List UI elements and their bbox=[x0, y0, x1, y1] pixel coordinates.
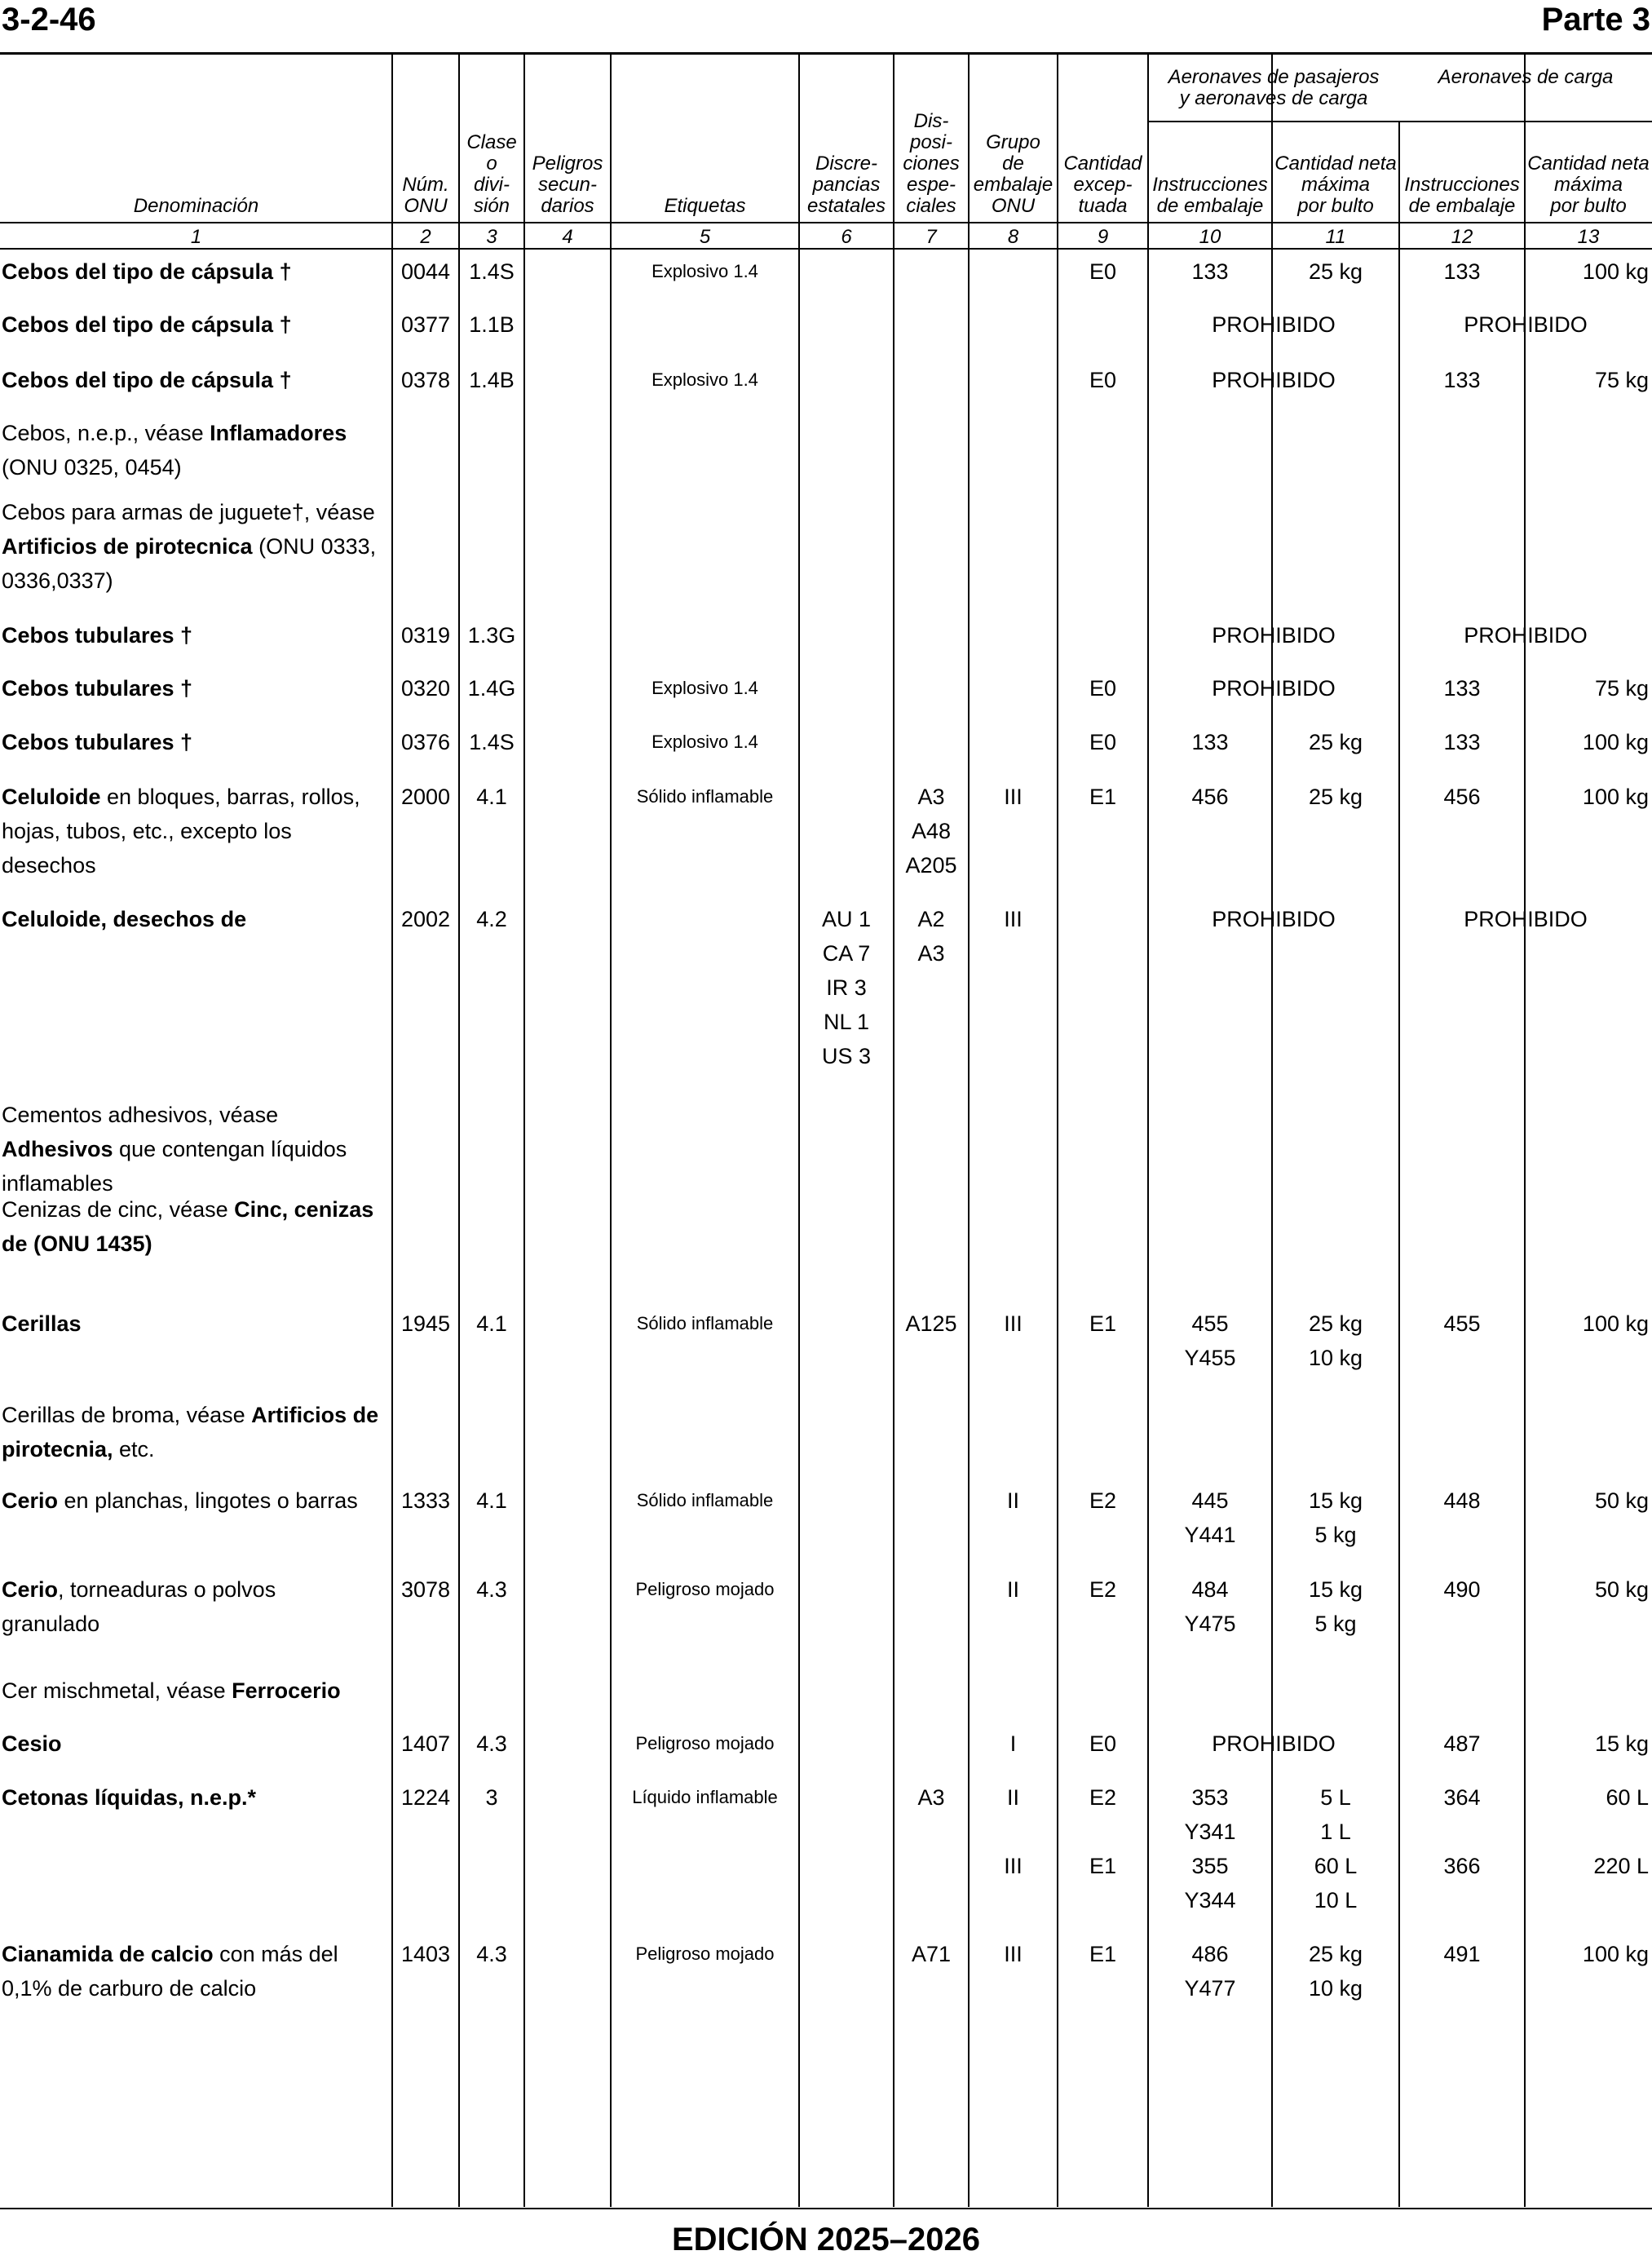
hazard-label: Peligroso mojado bbox=[635, 1733, 775, 1753]
column-header-c2: Núm. ONU bbox=[402, 174, 449, 217]
entry-name-text: granulado bbox=[2, 1612, 100, 1636]
cargo-max-net-quantity: 50 kg bbox=[1594, 1577, 1649, 1602]
entry-name bbox=[2, 1572, 389, 1641]
pax-forbidden: PROHIBIDO bbox=[1212, 907, 1336, 931]
class-division: 1.4B bbox=[469, 368, 515, 392]
entry-name-bold: Cinc, cenizas bbox=[234, 1197, 374, 1222]
un-number: 1945 bbox=[400, 1311, 451, 1336]
pax-packing-instruction: 133 bbox=[1191, 259, 1229, 284]
cargo-packing-instruction: 455 bbox=[1443, 1311, 1481, 1336]
entry-name-bold: pirotecnia, bbox=[2, 1437, 113, 1461]
entry-name-bold: Cerio bbox=[2, 1577, 59, 1602]
cargo-packing-instruction: 364 366 bbox=[1443, 1785, 1481, 1878]
entry-name-bold: de (ONU 1435) bbox=[2, 1231, 152, 1256]
entry-name bbox=[2, 254, 389, 289]
packing-group: II bbox=[1006, 1577, 1019, 1602]
cargo-max-net-quantity: 50 kg bbox=[1594, 1488, 1649, 1513]
packing-group: III bbox=[1004, 1311, 1023, 1336]
packing-group: I bbox=[1009, 1731, 1017, 1756]
column-rule bbox=[1398, 121, 1400, 2207]
cargo-packing-instruction: 491 bbox=[1443, 1942, 1481, 1966]
group-header-cargo: Aeronaves de carga bbox=[1438, 66, 1614, 88]
entry-name bbox=[2, 780, 389, 882]
pax-max-net-quantity: 25 kg 10 kg bbox=[1308, 1942, 1363, 2001]
excepted-quantity: E1 bbox=[1089, 785, 1117, 809]
entry-name bbox=[2, 1192, 389, 1261]
cargo-max-net-quantity: 100 kg bbox=[1582, 1942, 1649, 1966]
class-division: 4.1 bbox=[476, 1311, 507, 1336]
un-number: 0044 bbox=[400, 259, 451, 284]
excepted-quantity: E0 bbox=[1089, 259, 1117, 284]
entry-name-text: Cebos para armas de juguete†, véase bbox=[2, 500, 375, 524]
class-division: 1.4G bbox=[467, 676, 516, 701]
entry-name bbox=[2, 1398, 389, 1466]
entry-name-bold: Artificios de pirotecnica bbox=[2, 534, 253, 559]
edition-footer: EDICIÓN 2025–2026 bbox=[671, 2222, 980, 2257]
un-number: 0378 bbox=[400, 368, 451, 392]
column-number-c12: 12 bbox=[1451, 226, 1473, 248]
entry-name-text: inflamables bbox=[2, 1171, 113, 1196]
column-number-c9: 9 bbox=[1097, 226, 1109, 248]
entry-name-bold: Inflamadores bbox=[210, 421, 347, 445]
cargo-packing-instruction: 133 bbox=[1443, 730, 1481, 754]
excepted-quantity: E1 bbox=[1089, 1942, 1117, 1966]
group-header-rule bbox=[1399, 121, 1652, 122]
un-number: 1224 bbox=[400, 1785, 451, 1810]
excepted-quantity: E2 E1 bbox=[1089, 1785, 1117, 1878]
class-division: 1.3G bbox=[467, 623, 516, 648]
column-number-c5: 5 bbox=[699, 226, 711, 248]
entry-name-text: con más del bbox=[213, 1942, 338, 1966]
entry-name-bold: Celuloide bbox=[2, 785, 101, 809]
un-number: 1403 bbox=[400, 1942, 451, 1966]
entry-name bbox=[2, 1674, 389, 1708]
packing-group: II bbox=[1006, 1488, 1019, 1513]
cargo-packing-instruction: 133 bbox=[1443, 368, 1481, 392]
cargo-max-net-quantity: 60 L 220 L bbox=[1593, 1785, 1649, 1878]
entry-name-bold: Cebos tubulares † bbox=[2, 623, 193, 648]
un-number: 1407 bbox=[400, 1731, 451, 1756]
packing-group: III bbox=[1004, 907, 1023, 931]
class-division: 4.1 bbox=[476, 1488, 507, 1513]
pax-max-net-quantity: 15 kg 5 kg bbox=[1308, 1577, 1363, 1636]
un-number: 0319 bbox=[400, 623, 451, 648]
cargo-packing-instruction: 448 bbox=[1443, 1488, 1481, 1513]
column-rule bbox=[391, 54, 393, 2207]
header-bottom-rule bbox=[0, 222, 1652, 223]
entry-name-bold: Celuloide, desechos de bbox=[2, 907, 247, 931]
group-header-passenger: Aeronaves de pasajeros y aeronaves de carga bbox=[1168, 66, 1380, 109]
entry-name-text: desechos bbox=[2, 853, 96, 878]
entry-name-text: Cementos adhesivos, véase bbox=[2, 1103, 279, 1127]
column-rule bbox=[1057, 54, 1058, 2207]
class-division: 4.3 bbox=[476, 1942, 507, 1966]
column-header-c13: Cantidad neta máxima por bulto bbox=[1527, 153, 1650, 217]
pax-forbidden: PROHIBIDO bbox=[1212, 368, 1336, 392]
class-division: 4.2 bbox=[476, 907, 507, 931]
excepted-quantity: E2 bbox=[1089, 1488, 1117, 1513]
entry-name-text: etc. bbox=[113, 1437, 155, 1461]
class-division: 1.4S bbox=[469, 259, 515, 284]
excepted-quantity: E0 bbox=[1089, 1731, 1117, 1756]
entry-name-bold: Cebos tubulares † bbox=[2, 676, 193, 701]
column-number-c10: 10 bbox=[1199, 226, 1221, 248]
hazard-label: Explosivo 1.4 bbox=[652, 732, 758, 752]
entry-name-text: hojas, tubos, etc., excepto los bbox=[2, 819, 292, 843]
column-header-c3: Clase o divi- sión bbox=[466, 131, 517, 217]
cargo-forbidden: PROHIBIDO bbox=[1464, 623, 1588, 648]
entry-name-text: , torneaduras o polvos bbox=[58, 1577, 276, 1602]
hazard-label: Peligroso mojado bbox=[635, 1943, 775, 1964]
entry-name-text: Cebos, n.e.p., véase bbox=[2, 421, 210, 445]
column-number-c11: 11 bbox=[1325, 226, 1346, 248]
entry-name-text: Cerillas de broma, véase bbox=[2, 1403, 252, 1427]
entry-name bbox=[2, 1780, 389, 1815]
column-rule bbox=[893, 54, 894, 2207]
entry-name-bold: Cebos tubulares † bbox=[2, 730, 193, 754]
entry-name-text: 0336,0337) bbox=[2, 568, 113, 593]
entry-name-bold: Cianamida de calcio bbox=[2, 1942, 214, 1966]
column-number-c7: 7 bbox=[925, 226, 937, 248]
entry-name bbox=[2, 902, 389, 936]
class-division: 1.1B bbox=[469, 312, 515, 337]
entry-name bbox=[2, 1727, 389, 1761]
cargo-packing-instruction: 490 bbox=[1443, 1577, 1481, 1602]
class-division: 4.1 bbox=[476, 785, 507, 809]
entry-name bbox=[2, 618, 389, 652]
column-header-c4: Peligros secun- darios bbox=[532, 153, 603, 217]
entry-name-text: 0,1% de carburo de calcio bbox=[2, 1976, 257, 2001]
pax-max-net-quantity: 15 kg 5 kg bbox=[1308, 1488, 1363, 1547]
pax-packing-instruction: 484 Y475 bbox=[1184, 1577, 1236, 1636]
entry-name bbox=[2, 1937, 389, 2005]
class-division: 4.3 bbox=[476, 1731, 507, 1756]
pax-forbidden: PROHIBIDO bbox=[1212, 1731, 1336, 1756]
dangerous-goods-table bbox=[0, 54, 1652, 2207]
entry-name bbox=[2, 725, 389, 759]
un-number: 2000 bbox=[400, 785, 451, 809]
packing-group: II III bbox=[1004, 1785, 1023, 1878]
entry-name bbox=[2, 416, 389, 484]
hazard-label: Explosivo 1.4 bbox=[652, 261, 758, 281]
column-header-c6: Discre- pancias estatales bbox=[806, 153, 886, 217]
pax-forbidden: PROHIBIDO bbox=[1212, 312, 1336, 337]
cargo-max-net-quantity: 100 kg bbox=[1582, 730, 1649, 754]
cargo-packing-instruction: 456 bbox=[1443, 785, 1481, 809]
entry-name-text: en planchas, lingotes o barras bbox=[58, 1488, 358, 1513]
column-header-c11: Cantidad neta máxima por bulto bbox=[1274, 153, 1397, 217]
special-provisions: A3 A48 A205 bbox=[905, 785, 957, 878]
hazard-label: Sólido inflamable bbox=[636, 1313, 774, 1333]
pax-forbidden: PROHIBIDO bbox=[1212, 676, 1336, 701]
column-rule bbox=[1524, 54, 1526, 2207]
entry-name-text: que contengan líquidos bbox=[113, 1137, 347, 1161]
cargo-max-net-quantity: 75 kg bbox=[1594, 368, 1649, 392]
pax-packing-instruction: 486 Y477 bbox=[1184, 1942, 1236, 2001]
pax-max-net-quantity: 25 kg bbox=[1308, 259, 1363, 284]
entry-name bbox=[2, 1307, 389, 1341]
hazard-label: Sólido inflamable bbox=[636, 1490, 774, 1510]
column-header-c1: Denominación bbox=[133, 195, 259, 217]
hazard-label: Peligroso mojado bbox=[635, 1579, 775, 1599]
entry-name-bold: Cebos del tipo de cápsula † bbox=[2, 368, 292, 392]
excepted-quantity: E1 bbox=[1089, 1311, 1117, 1336]
un-number: 0320 bbox=[400, 676, 451, 701]
pax-packing-instruction: 455 Y455 bbox=[1184, 1311, 1236, 1370]
pax-max-net-quantity: 25 kg 10 kg bbox=[1308, 1311, 1363, 1370]
entry-name-bold: Adhesivos bbox=[2, 1137, 113, 1161]
entry-name-text: (ONU 0325, 0454) bbox=[2, 455, 182, 480]
class-division: 3 bbox=[485, 1785, 498, 1810]
column-number-c3: 3 bbox=[486, 226, 497, 248]
entry-name-bold: Cerio bbox=[2, 1488, 59, 1513]
entry-name-text: (ONU 0333, bbox=[252, 534, 377, 559]
special-provisions: A2 A3 bbox=[917, 907, 945, 966]
column-header-c12: Instrucciones de embalaje bbox=[1404, 174, 1520, 217]
column-number-c6: 6 bbox=[841, 226, 852, 248]
pax-packing-instruction: 445 Y441 bbox=[1184, 1488, 1236, 1547]
entry-name bbox=[2, 495, 389, 598]
page-header bbox=[0, 0, 1652, 54]
entry-name-bold: Cebos del tipo de cápsula † bbox=[2, 259, 292, 284]
cargo-max-net-quantity: 100 kg bbox=[1582, 1311, 1649, 1336]
excepted-quantity: E0 bbox=[1089, 676, 1117, 701]
entry-name-text: en bloques, barras, rollos, bbox=[100, 785, 360, 809]
un-number: 3078 bbox=[400, 1577, 451, 1602]
special-provisions: A71 bbox=[911, 1942, 952, 1966]
cargo-max-net-quantity: 100 kg bbox=[1582, 259, 1649, 284]
entry-name bbox=[2, 307, 389, 342]
column-rule bbox=[458, 54, 460, 2207]
part-label: Parte 3 bbox=[1541, 2, 1650, 38]
entry-name-bold: Ferrocerio bbox=[232, 1678, 341, 1703]
pax-packing-instruction: 456 bbox=[1191, 785, 1229, 809]
pax-max-net-quantity: 25 kg bbox=[1308, 785, 1363, 809]
pax-max-net-quantity: 25 kg bbox=[1308, 730, 1363, 754]
entry-name bbox=[2, 1098, 389, 1201]
cargo-forbidden: PROHIBIDO bbox=[1464, 907, 1588, 931]
un-number: 0377 bbox=[400, 312, 451, 337]
entry-name-bold: Cebos del tipo de cápsula † bbox=[2, 312, 292, 337]
entry-name bbox=[2, 671, 389, 705]
entry-name-text: Cenizas de cinc, véase bbox=[2, 1197, 235, 1222]
cargo-forbidden: PROHIBIDO bbox=[1464, 312, 1588, 337]
cargo-packing-instruction: 487 bbox=[1443, 1731, 1481, 1756]
hazard-label: Explosivo 1.4 bbox=[652, 369, 758, 390]
column-number-c13: 13 bbox=[1577, 226, 1600, 248]
cargo-packing-instruction: 133 bbox=[1443, 676, 1481, 701]
column-number-c1: 1 bbox=[190, 226, 202, 248]
footer-rule bbox=[0, 2208, 1652, 2209]
group-header-rule bbox=[1148, 121, 1399, 122]
entry-name-bold: Artificios de bbox=[251, 1403, 379, 1427]
page-number: 3-2-46 bbox=[2, 2, 96, 38]
hazard-label: Líquido inflamable bbox=[632, 1787, 778, 1807]
cargo-max-net-quantity: 15 kg bbox=[1594, 1731, 1649, 1756]
column-header-c5: Etiquetas bbox=[664, 195, 746, 217]
hazard-label: Explosivo 1.4 bbox=[652, 678, 758, 698]
entry-name bbox=[2, 363, 389, 397]
column-header-c7: Dis- posi- ciones espe- ciales bbox=[903, 110, 960, 217]
column-number-c4: 4 bbox=[562, 226, 573, 248]
un-number: 0376 bbox=[400, 730, 451, 754]
special-provisions: A3 bbox=[917, 1785, 945, 1810]
pax-forbidden: PROHIBIDO bbox=[1212, 623, 1336, 648]
special-provisions: A125 bbox=[905, 1311, 957, 1336]
un-number: 1333 bbox=[400, 1488, 451, 1513]
column-header-c8: Grupo de embalaje ONU bbox=[973, 131, 1053, 217]
packing-group: III bbox=[1004, 785, 1023, 809]
cargo-max-net-quantity: 100 kg bbox=[1582, 785, 1649, 809]
column-header-c9: Cantidad excep- tuada bbox=[1063, 153, 1142, 217]
cargo-max-net-quantity: 75 kg bbox=[1594, 676, 1649, 701]
column-number-c2: 2 bbox=[420, 226, 431, 248]
pax-packing-instruction: 353 Y341 355 Y344 bbox=[1184, 1785, 1236, 1912]
entry-name-bold: Cerillas bbox=[2, 1311, 82, 1336]
class-division: 4.3 bbox=[476, 1577, 507, 1602]
entry-name-text: Cer mischmetal, véase bbox=[2, 1678, 232, 1703]
column-rule bbox=[968, 54, 970, 2207]
entry-name bbox=[2, 1484, 389, 1518]
cargo-packing-instruction: 133 bbox=[1443, 259, 1481, 284]
excepted-quantity: E0 bbox=[1089, 368, 1117, 392]
un-number: 2002 bbox=[400, 907, 451, 931]
column-number-c8: 8 bbox=[1007, 226, 1019, 248]
state-variations: AU 1 CA 7 IR 3 NL 1 US 3 bbox=[821, 907, 872, 1068]
entry-name-bold: Cesio bbox=[2, 1731, 62, 1756]
pax-packing-instruction: 133 bbox=[1191, 730, 1229, 754]
column-rule bbox=[523, 54, 525, 2207]
excepted-quantity: E0 bbox=[1089, 730, 1117, 754]
packing-group: III bbox=[1004, 1942, 1023, 1966]
hazard-label: Sólido inflamable bbox=[636, 786, 774, 807]
class-division: 1.4S bbox=[469, 730, 515, 754]
entry-name-bold: Cetonas líquidas, n.e.p.* bbox=[2, 1785, 257, 1810]
column-header-c10: Instrucciones de embalaje bbox=[1152, 174, 1268, 217]
excepted-quantity: E2 bbox=[1089, 1577, 1117, 1602]
pax-max-net-quantity: 5 L 1 L 60 L 10 L bbox=[1314, 1785, 1358, 1912]
column-number-rule bbox=[0, 248, 1652, 250]
